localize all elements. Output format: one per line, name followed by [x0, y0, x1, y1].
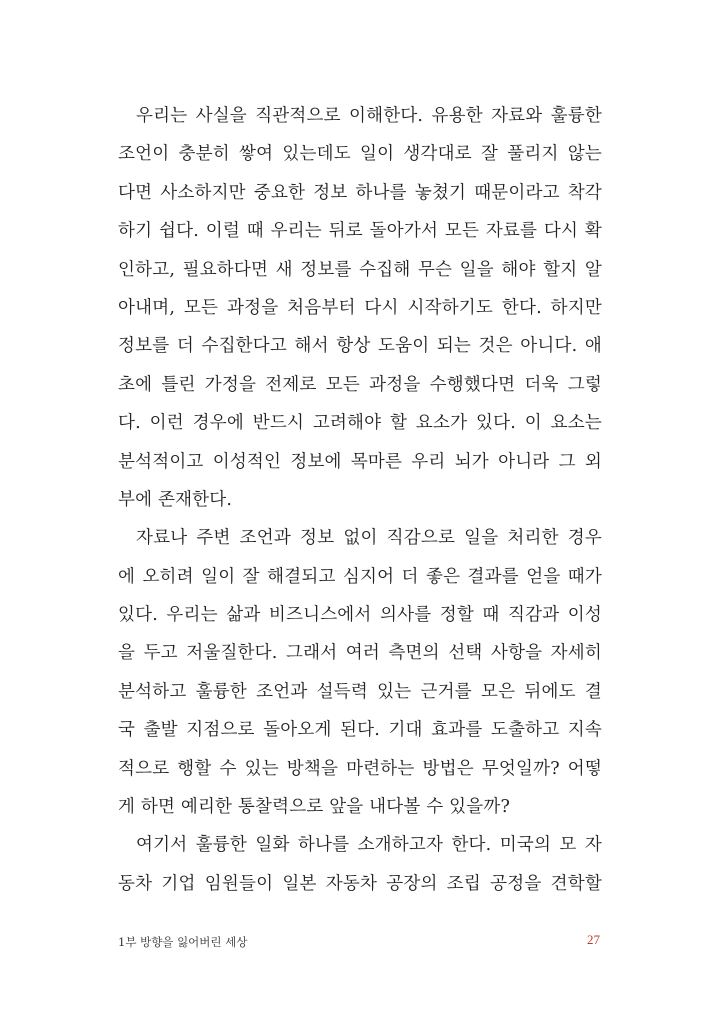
text-line: 자료나 주변 조언과 정보 없이 직감으로 일을 처리한 경우: [136, 528, 602, 549]
text-line: 동차 기업 임원들이 일본 자동차 공장의 조립 공정을 견학할: [118, 873, 602, 894]
text-line: 아내며, 모든 과정을 처음부터 다시 시작하기도 한다. 하지만: [118, 297, 602, 318]
text-line: 초에 틀린 가정을 전제로 모든 과정을 수행했다면 더욱 그렇: [118, 374, 602, 395]
text-line: 국 출발 지점으로 돌아오게 된다. 기대 효과를 도출하고 지속: [118, 720, 602, 741]
text-line: 있다. 우리는 삶과 비즈니스에서 의사를 정할 때 직감과 이성: [118, 605, 602, 626]
text-line: 여기서 훌륭한 일화 하나를 소개하고자 한다. 미국의 모 자: [136, 835, 602, 856]
text-line: 하기 쉽다. 이럴 때 우리는 뒤로 돌아가서 모든 자료를 다시 확: [118, 221, 602, 242]
body-text: [118, 97, 602, 903]
text-line: 다. 이런 경우에 반드시 고려해야 할 요소가 있다. 이 요소는: [118, 413, 602, 434]
text-line: 분석하고 훌륭한 조언과 설득력 있는 근거를 모은 뒤에도 결: [118, 681, 602, 702]
text-line: 적으로 행할 수 있는 방책을 마련하는 방법은 무엇일까? 어떻: [118, 758, 602, 779]
page-number: 27: [587, 932, 600, 947]
text-line: 부에 존재한다.: [118, 489, 233, 510]
text-line: 정보를 더 수집한다고 해서 항상 도움이 되는 것은 아니다. 애: [118, 336, 602, 357]
text-line: 인하고, 필요하다면 새 정보를 수집해 무슨 일을 해야 할지 알: [118, 259, 602, 280]
text-line: 게 하면 예리한 통찰력으로 앞을 내다볼 수 있을까?: [118, 797, 511, 818]
text-line: 조언이 충분히 쌓여 있는데도 일이 생각대로 잘 풀리지 않는: [118, 144, 602, 165]
chapter-footer: 1부 방향을 잃어버린 세상: [118, 935, 248, 949]
text-line: 에 오히려 일이 잘 해결되고 심지어 더 좋은 결과를 얻을 때가: [118, 566, 602, 587]
text-line: 다면 사소하지만 중요한 정보 하나를 놓쳤기 때문이라고 착각: [118, 182, 602, 203]
text-line: 을 두고 저울질한다. 그래서 여러 측면의 선택 사항을 자세히: [118, 643, 602, 664]
text-line: 분석적이고 이성적인 정보에 목마른 우리 뇌가 아니라 그 외: [118, 451, 602, 472]
text-line: 우리는 사실을 직관적으로 이해한다. 유용한 자료와 훌륭한: [136, 106, 602, 126]
